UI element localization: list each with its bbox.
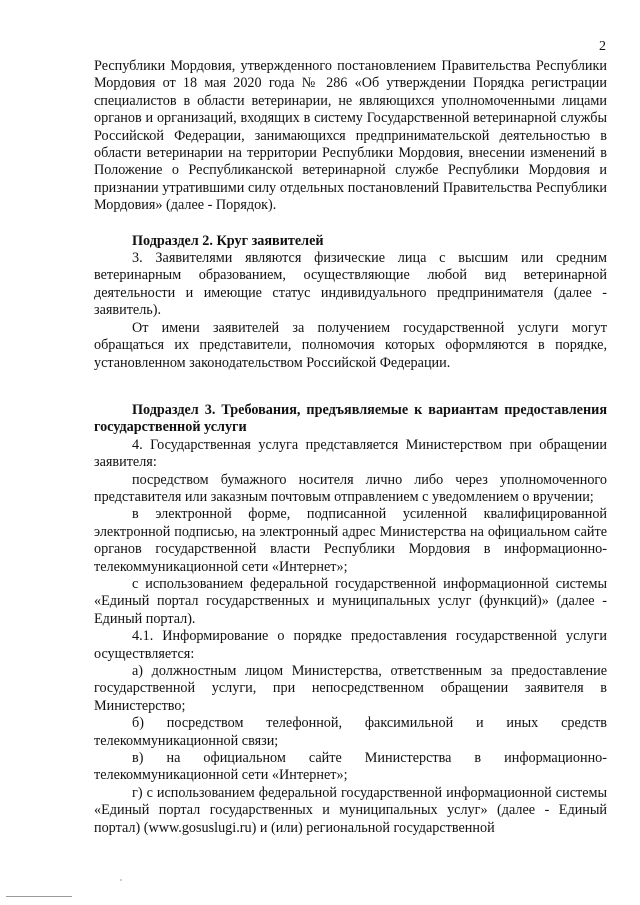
spacer (94, 372, 607, 402)
spacer (94, 215, 607, 233)
document-body (94, 58, 607, 837)
section-3-paragraph: с использованием федеральной государственной информационной системы «Единый портал государственных и муниципальных услуг (функций)» (далее - Единый портал). (94, 575, 607, 627)
section-3-paragraph: 4. Государственная услуга представляется Министерством при обращении заявителя: (94, 436, 607, 471)
section-3-paragraph: а) должностным лицом Министерства, ответственным за предоставление государственной услуги, при непосредственном обращении заявителя в Министерство; (94, 663, 607, 714)
section-3-paragraph: посредством бумажного носителя лично либо через уполномоченного представителя или заказным почтовым отправлением с уведомлением о вручении; (94, 471, 607, 505)
section-3-paragraph: 4.1. Информирование о порядке предоставления государственной услуги осуществляется: (94, 628, 607, 662)
intro-paragraph: Республики Мордовия, утвержденного постановлением Правительства Республики Мордовия от 18 мая 2020 года № 286 «Об утверждении Порядка регистрации специалистов в области ветеринарии, не являющихся уполномоченными лицами органов и организаций, входящих в систему Государственной ветеринарной службы Российской Федерации, занимающихся предпринимательской деятельностью в области ветеринарии на территории Республики Мордовия, внесении изменений в Положение о Республиканской ветеринарной службе Республики Мордовия и признании утратившими силу отдельных постановлений Правительства Республики Мордовия» (далее - Порядок). (94, 58, 607, 214)
section-2-paragraph: От имени заявителей за получением государственной услуги могут обращаться их представители, полномочия которых оформляются в порядке, установленном законодательством Российской Федерации. (94, 319, 607, 371)
scan-mark (120, 879, 122, 881)
section-2-paragraph: 3. Заявителями являются физические лица с высшим или средним ветеринарным образованием, осуществляющие любой вид ветеринарной деятельности и имеющие статус индивидуального предпринимателя (далее - заявитель). (94, 250, 607, 319)
section-3-heading: Подраздел 3. Требования, предъявляемые к вариантам предоставления государственной услуги (94, 401, 607, 436)
page-number: 2 (599, 39, 606, 54)
section-3-paragraph: г) с использованием федеральной государственной информационной системы «Единый портал государственных и муниципальных услуг» (далее - Единый портал) (www.gosuslugi.ru) и (или) региональной государственной (94, 784, 607, 836)
footer-rule (6, 896, 72, 897)
section-3-paragraph: в) на официальном сайте Министерства в информационно-телекоммуникационной сети «Интернет»; (94, 750, 607, 784)
section-3-paragraph: в электронной форме, подписанной усиленной квалифицированной электронной подписью, на электронный адрес Министерства на официальном сайте органов государственной власти Республики Мордовия в информационно-телекоммуникационной сети «Интернет»; (94, 506, 607, 575)
section-3-paragraph: б) посредством телефонной, факсимильной и иных средств телекоммуникационной связи; (94, 715, 607, 749)
section-2-heading: Подраздел 2. Круг заявителей (132, 232, 324, 249)
